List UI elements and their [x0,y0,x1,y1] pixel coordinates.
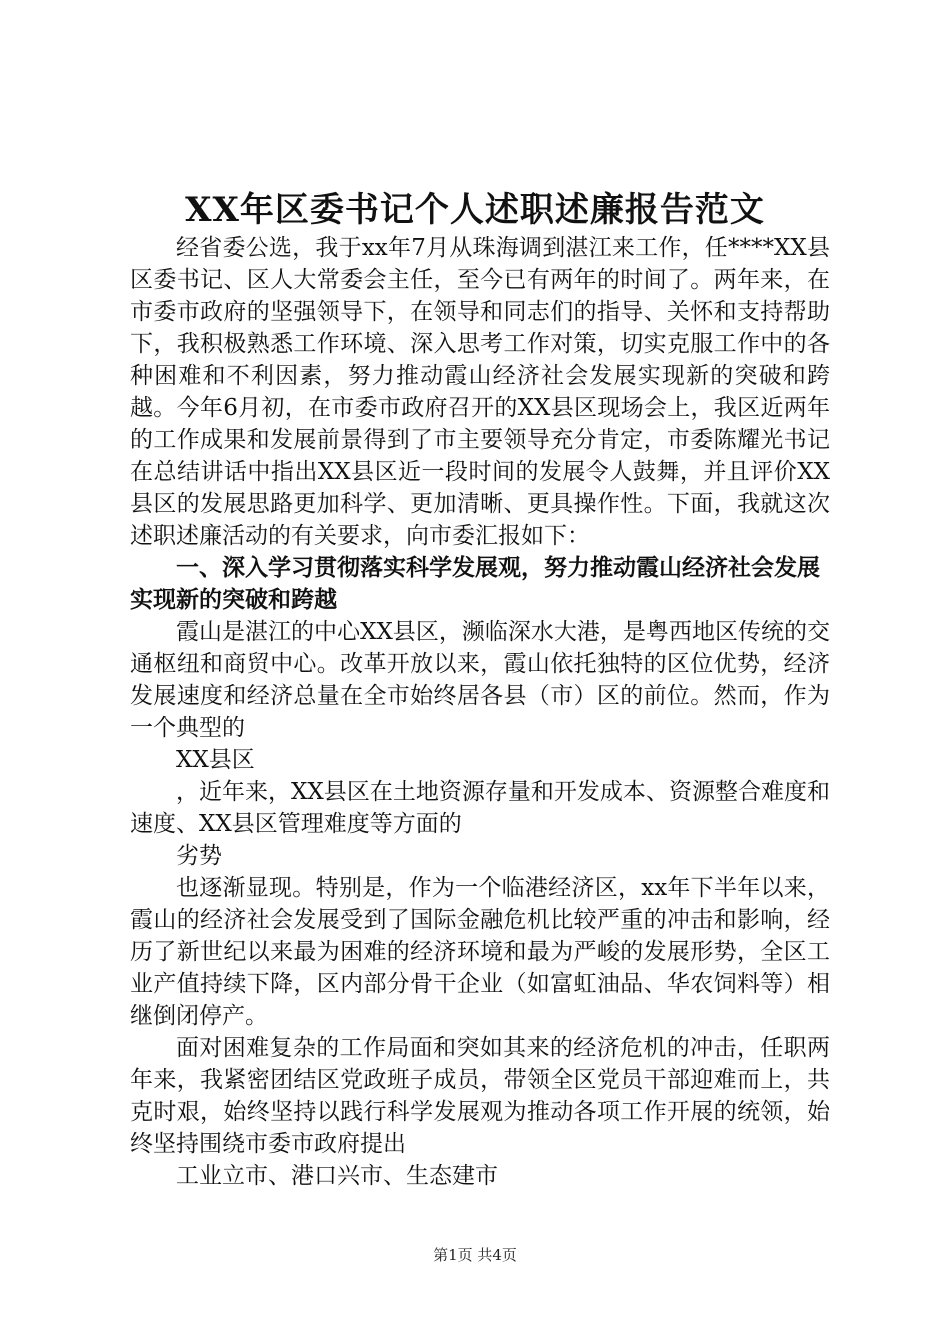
paragraph-recent-years: ，近年来，XX县区在土地资源存量和开发成本、资源整合难度和速度、XX县区管理难度等方面的 [130,779,830,837]
paragraph-fragment-disadvantage: 劣势 [176,843,222,869]
paragraph-slogan: 工业立市、港口兴市、生态建市 [176,1163,498,1189]
paragraph-response: 面对困难复杂的工作局面和突如其来的经济危机的冲击，任职两年来，我紧密团结区党政班子成员，带领全区党员干部迎难而上，共克时艰，始终坚持以践行科学发展观为推动各项工作开展的统领，始终坚持围绕市委市政府提出 [130,1035,830,1157]
page-footer: 第1页 共4页 [433,1246,517,1264]
section-heading-1: 一、深入学习贯彻落实科学发展观，努力推动霞山经济社会发展实现新的突破和跨越 [130,555,820,613]
document-body [130,232,830,1192]
document-title: XX年区委书记个人述职述廉报告范文 [185,190,765,230]
paragraph-crisis: 也逐渐显现。特别是，作为一个临港经济区，xx年下半年以来，霞山的经济社会发展受到了国际金融危机比较严重的冲击和影响，经历了新世纪以来最为困难的经济环境和最为严峻的发展形势，全区工业产值持续下降，区内部分骨干企业（如富虹油品、华农饲料等）相继倒闭停产。 [130,875,830,1029]
paragraph-fragment-county: XX县区 [176,747,255,773]
paragraph-intro: 经省委公选，我于xx年7月从珠海调到湛江来工作，任****XX县区委书记、区人大常委会主任，至今已有两年的时间了。两年来，在市委市政府的坚强领导下，在领导和同志们的指导、关怀和支持帮助下，我积极熟悉工作环境、深入思考工作对策，切实克服工作中的各种困难和不利因素，努力推动霞山经济社会发展实现新的突破和跨越。今年6月初，在市委市政府召开的XX县区现场会上，我区近两年的工作成果和发展前景得到了市主要领导充分肯定，市委陈耀光书记在总结讲话中指出XX县区近一段时间的发展令人鼓舞，并且评价XX县区的发展思路更加科学、更加清晰、更具操作性。下面，我就这次述职述廉活动的有关要求，向市委汇报如下： [130,235,830,549]
paragraph-xiashan-intro: 霞山是湛江的中心XX县区，濒临深水大港，是粤西地区传统的交通枢纽和商贸中心。改革开放以来，霞山依托独特的区位优势，经济发展速度和经济总量在全市始终居各县（市）区的前位。然而，作为一个典型的 [130,619,830,741]
